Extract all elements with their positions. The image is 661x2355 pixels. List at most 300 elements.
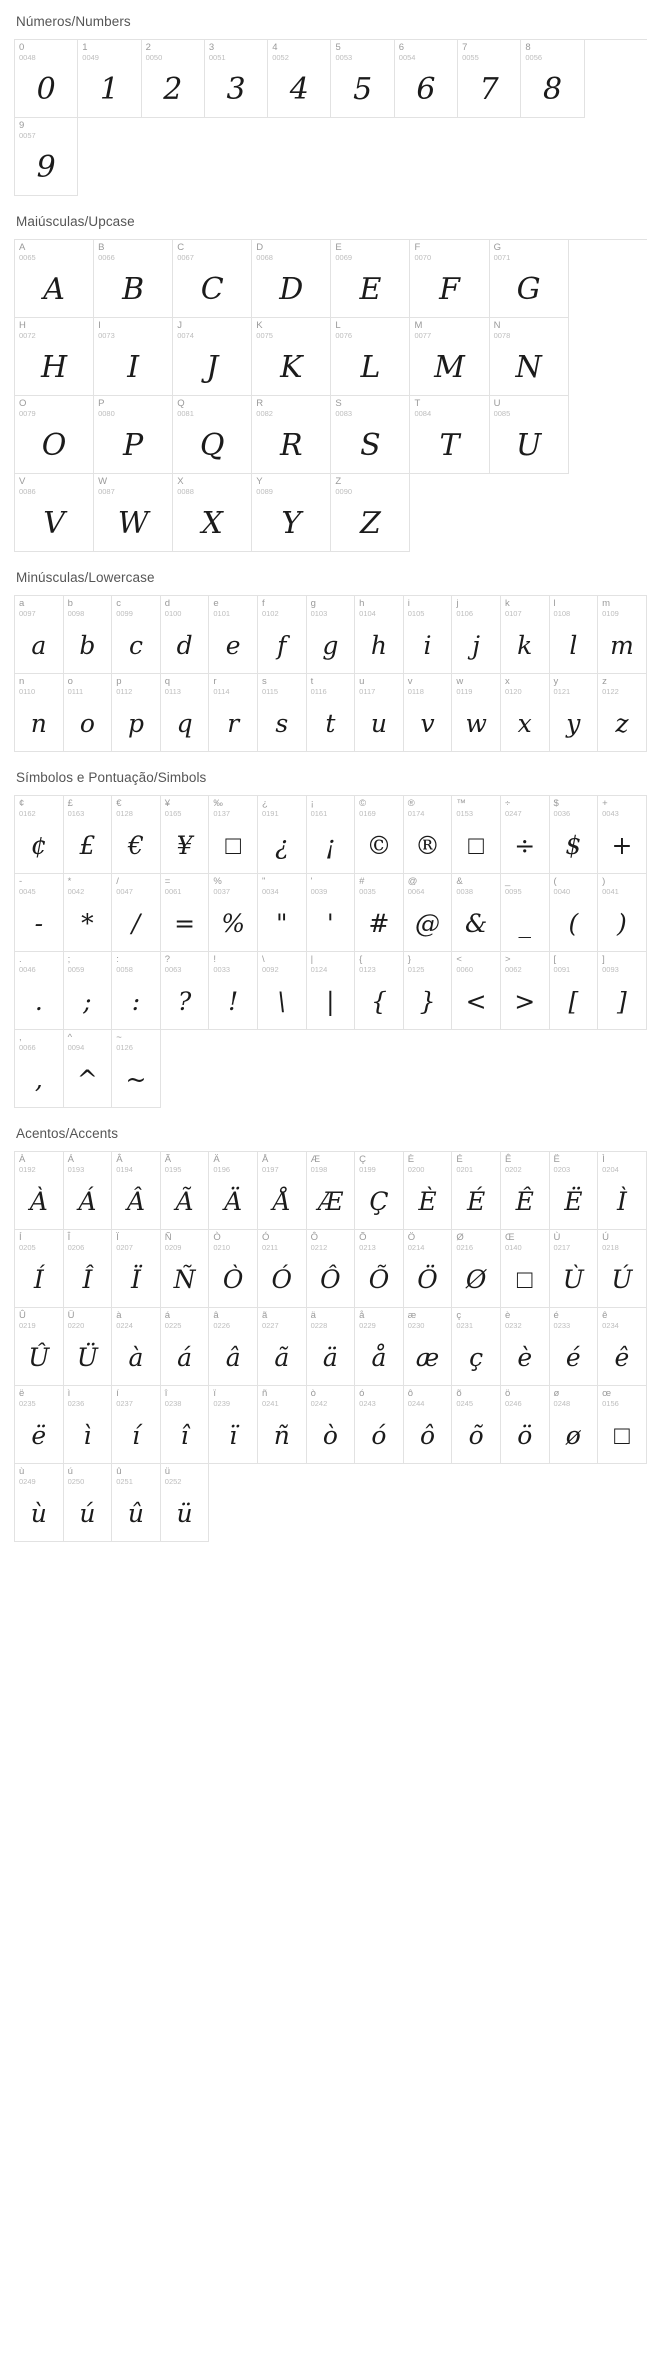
glyph-preview: ô <box>420 1421 436 1450</box>
glyph-cell[interactable] <box>205 40 268 118</box>
glyph-cell[interactable] <box>64 1386 113 1464</box>
glyph-cell[interactable] <box>331 474 410 552</box>
glyph-cell[interactable] <box>550 674 599 752</box>
glyph-cell[interactable] <box>209 674 258 752</box>
glyph-cell[interactable] <box>252 318 331 396</box>
glyph-preview: Ù <box>562 1265 584 1294</box>
glyph-cell[interactable] <box>112 1030 161 1108</box>
glyph-cell[interactable] <box>307 952 356 1030</box>
glyph-cell[interactable] <box>64 796 113 874</box>
glyph-cell[interactable] <box>458 40 521 118</box>
glyph-cell[interactable] <box>355 952 404 1030</box>
glyph-cell[interactable] <box>268 40 331 118</box>
glyph-cell[interactable] <box>331 240 410 318</box>
glyph-code-label: 0059 <box>67 965 85 974</box>
glyph-code-label: 0118 <box>407 687 424 696</box>
glyph-cell[interactable] <box>252 474 331 552</box>
glyph-preview: $ <box>565 831 582 860</box>
glyph-character-label: " <box>261 876 266 887</box>
glyph-cell[interactable] <box>404 796 453 874</box>
glyph-character-label: Œ <box>504 1232 515 1243</box>
glyph-cell[interactable] <box>490 240 569 318</box>
glyph-cell[interactable] <box>142 40 205 118</box>
glyph-cell[interactable] <box>209 596 258 674</box>
glyph-code-label: 0209 <box>164 1243 182 1252</box>
glyph-cell[interactable] <box>64 596 113 674</box>
glyph-cell[interactable] <box>307 596 356 674</box>
glyph-cell[interactable] <box>15 40 78 118</box>
glyph-cell[interactable] <box>112 674 161 752</box>
glyph-code-label: 0211 <box>261 1243 279 1252</box>
glyph-preview: - <box>34 909 44 938</box>
glyph-character-label: õ <box>456 1388 462 1399</box>
glyph-code-label: 0156 <box>602 1399 619 1408</box>
glyph-code-label: 0201 <box>456 1165 474 1174</box>
glyph-code-label: 0050 <box>145 53 163 62</box>
glyph-code-label: 0124 <box>310 965 328 974</box>
glyph-preview: Ô <box>320 1265 341 1294</box>
glyph-character-label: q <box>164 676 171 687</box>
glyph-preview: % <box>221 909 246 938</box>
glyph-character-label: œ <box>602 1388 612 1399</box>
glyph-cell[interactable] <box>331 40 394 118</box>
glyph-cell[interactable] <box>452 874 501 952</box>
glyph-cell[interactable] <box>15 240 94 318</box>
glyph-cell[interactable] <box>404 1308 453 1386</box>
glyph-cell[interactable] <box>15 396 94 474</box>
glyph-cell[interactable] <box>452 1152 501 1230</box>
glyph-cell[interactable] <box>452 596 501 674</box>
glyph-preview: F <box>439 272 460 307</box>
glyph-character-label: ø <box>553 1388 560 1399</box>
glyph-character-label: f <box>261 598 265 609</box>
glyph-cell[interactable] <box>161 952 210 1030</box>
glyph-preview: 4 <box>289 72 309 107</box>
glyph-cell[interactable] <box>161 1230 210 1308</box>
glyph-cell[interactable] <box>404 952 453 1030</box>
glyph-preview: ñ <box>273 1421 290 1450</box>
glyph-cell[interactable] <box>64 1152 113 1230</box>
glyph-cell[interactable] <box>161 1464 210 1542</box>
glyph-cell[interactable] <box>161 1152 210 1230</box>
glyph-preview: ø <box>565 1421 581 1450</box>
glyph-code-label: 0094 <box>67 1043 85 1052</box>
glyph-cell[interactable] <box>15 1030 64 1108</box>
glyph-character-label: { <box>359 954 363 965</box>
glyph-preview: è <box>517 1343 533 1372</box>
glyph-code-label: 0065 <box>19 253 36 262</box>
glyph-code-label: 0067 <box>177 253 194 262</box>
glyph-code-label: 0076 <box>335 331 353 340</box>
glyph-cell[interactable] <box>161 674 210 752</box>
glyph-cell[interactable] <box>112 1308 161 1386</box>
glyph-section <box>14 756 647 1108</box>
glyph-code-label: 0069 <box>335 253 353 262</box>
glyph-cell[interactable] <box>501 1152 550 1230</box>
glyph-character-label: < <box>456 954 462 965</box>
glyph-section <box>14 556 647 752</box>
glyph-character-label: ù <box>19 1466 25 1477</box>
glyph-character-label: ] <box>602 954 605 965</box>
glyph-cell[interactable] <box>355 1308 404 1386</box>
glyph-cell[interactable] <box>501 796 550 874</box>
glyph-cell[interactable] <box>404 674 453 752</box>
glyph-cell[interactable] <box>410 396 489 474</box>
glyph-cell[interactable] <box>501 874 550 952</box>
glyph-cell[interactable] <box>307 1230 356 1308</box>
glyph-character-label: ? <box>164 954 171 965</box>
glyph-cell[interactable] <box>307 796 356 874</box>
glyph-preview: h <box>370 631 387 660</box>
glyph-cell[interactable] <box>258 1308 307 1386</box>
glyph-cell[interactable] <box>404 1386 453 1464</box>
glyph-cell[interactable] <box>355 796 404 874</box>
glyph-cell[interactable] <box>209 1230 258 1308</box>
glyph-cell[interactable] <box>112 874 161 952</box>
glyph-cell[interactable] <box>258 796 307 874</box>
glyph-code-label: 0081 <box>177 409 194 418</box>
glyph-cell[interactable] <box>307 1152 356 1230</box>
glyph-cell[interactable] <box>15 1308 64 1386</box>
glyph-cell[interactable] <box>258 874 307 952</box>
glyph-preview: | <box>326 987 335 1016</box>
glyph-cell[interactable] <box>307 674 356 752</box>
glyph-code-label: 0035 <box>359 887 376 896</box>
glyph-cell[interactable] <box>94 474 173 552</box>
section-title: Minúsculas/Lowercase <box>16 570 155 585</box>
glyph-code-label: 0174 <box>407 809 425 818</box>
glyph-cell[interactable] <box>452 674 501 752</box>
glyph-cell[interactable] <box>501 1308 550 1386</box>
glyph-code-label: 0161 <box>310 809 328 818</box>
glyph-cell[interactable] <box>452 1230 501 1308</box>
glyph-preview: □ <box>614 1421 630 1451</box>
glyph-character-label: B <box>98 242 105 253</box>
glyph-cell[interactable] <box>258 952 307 1030</box>
glyph-preview: 9 <box>36 150 56 185</box>
glyph-cell[interactable] <box>550 1308 599 1386</box>
glyph-code-label: 0249 <box>19 1477 36 1486</box>
glyph-cell[interactable] <box>209 1152 258 1230</box>
glyph-cell[interactable] <box>112 952 161 1030</box>
glyph-preview: t <box>325 709 336 738</box>
glyph-character-label: # <box>359 876 365 887</box>
glyph-cell[interactable] <box>598 796 647 874</box>
glyph-code-label: 0140 <box>504 1243 522 1252</box>
glyph-cell[interactable] <box>209 1308 258 1386</box>
glyph-character-label: Ç <box>359 1154 367 1165</box>
glyph-cell[interactable] <box>452 1386 501 1464</box>
glyph-cell[interactable] <box>64 1030 113 1108</box>
glyph-cell[interactable] <box>15 674 64 752</box>
glyph-cell[interactable] <box>355 874 404 952</box>
glyph-cell[interactable] <box>490 396 569 474</box>
glyph-preview: ü <box>176 1499 193 1528</box>
glyph-cell[interactable] <box>161 1308 210 1386</box>
glyph-cell[interactable] <box>404 874 453 952</box>
glyph-code-label: 0037 <box>213 887 231 896</box>
glyph-cell[interactable] <box>501 596 550 674</box>
glyph-cell[interactable] <box>307 1308 356 1386</box>
glyph-cell[interactable] <box>598 874 647 952</box>
glyph-character-label: X <box>177 476 184 487</box>
section-title: Acentos/Accents <box>16 1126 119 1141</box>
glyph-cell[interactable] <box>355 596 404 674</box>
glyph-code-label: 0073 <box>98 331 115 340</box>
glyph-code-label: 0225 <box>164 1321 182 1330</box>
glyph-code-label: 0093 <box>602 965 619 974</box>
glyph-cell[interactable] <box>161 596 210 674</box>
glyph-character-label: M <box>414 320 423 331</box>
glyph-cell[interactable] <box>598 952 647 1030</box>
glyph-preview: ò <box>322 1421 338 1450</box>
glyph-preview: = <box>174 909 196 938</box>
glyph-cell[interactable] <box>15 1230 64 1308</box>
glyph-character-label: Ñ <box>164 1232 172 1243</box>
glyph-cell[interactable] <box>112 1230 161 1308</box>
glyph-preview: Q <box>199 428 225 463</box>
glyph-cell[interactable] <box>598 1152 647 1230</box>
glyph-cell[interactable] <box>64 674 113 752</box>
glyph-cell[interactable] <box>550 952 599 1030</box>
glyph-character-label: Ò <box>213 1232 221 1243</box>
glyph-character-label: á <box>164 1310 171 1321</box>
glyph-character-label: £ <box>67 798 73 809</box>
glyph-character-label: _ <box>504 876 511 887</box>
glyph-cell[interactable] <box>209 796 258 874</box>
glyph-character-label: Û <box>19 1310 26 1321</box>
glyph-code-label: 0045 <box>19 887 36 896</box>
glyph-cell[interactable] <box>550 1152 599 1230</box>
glyph-character-label: T <box>414 398 421 409</box>
glyph-cell[interactable] <box>452 952 501 1030</box>
glyph-code-label: 0033 <box>213 965 231 974</box>
glyph-cell[interactable] <box>64 1230 113 1308</box>
glyph-character-label: ) <box>602 876 606 887</box>
glyph-preview: Å <box>272 1187 291 1216</box>
glyph-cell[interactable] <box>112 1386 161 1464</box>
glyph-code-label: 0104 <box>359 609 376 618</box>
glyph-preview: õ <box>468 1421 484 1450</box>
glyph-code-label: 0126 <box>116 1043 133 1052</box>
glyph-code-label: 0212 <box>310 1243 328 1252</box>
glyph-preview: ! <box>228 987 239 1016</box>
glyph-cell[interactable] <box>15 596 64 674</box>
glyph-cell[interactable] <box>501 1230 550 1308</box>
glyph-cell[interactable] <box>598 1308 647 1386</box>
glyph-cell[interactable] <box>209 874 258 952</box>
glyph-cell[interactable] <box>501 952 550 1030</box>
glyph-character-label: Ê <box>504 1154 512 1165</box>
glyph-cell[interactable] <box>173 240 252 318</box>
glyph-cell[interactable] <box>94 240 173 318</box>
glyph-code-label: 0119 <box>456 687 473 696</box>
glyph-cell[interactable] <box>15 1152 64 1230</box>
glyph-preview: ì <box>83 1421 92 1450</box>
glyph-cell[interactable] <box>112 1152 161 1230</box>
glyph-code-label: 0052 <box>272 53 289 62</box>
glyph-cell[interactable] <box>64 874 113 952</box>
glyph-cell[interactable] <box>112 596 161 674</box>
glyph-cell[interactable] <box>501 1386 550 1464</box>
glyph-cell[interactable] <box>355 1152 404 1230</box>
glyph-code-label: 0036 <box>553 809 571 818</box>
glyph-preview: < <box>465 987 487 1016</box>
glyph-cell[interactable] <box>161 796 210 874</box>
glyph-cell[interactable] <box>452 1308 501 1386</box>
glyph-cell[interactable] <box>15 952 64 1030</box>
glyph-cell[interactable] <box>173 396 252 474</box>
glyph-preview: Á <box>78 1187 97 1216</box>
glyph-code-label: 0246 <box>504 1399 522 1408</box>
glyph-character-label: u <box>359 676 365 687</box>
glyph-code-label: 0054 <box>398 53 416 62</box>
glyph-cell[interactable] <box>64 952 113 1030</box>
glyph-cell[interactable] <box>94 318 173 396</box>
glyph-code-label: 0043 <box>602 809 619 818</box>
glyph-character-label: * <box>67 876 72 887</box>
glyph-cell[interactable] <box>521 40 584 118</box>
glyph-cell[interactable] <box>452 796 501 874</box>
glyph-cell[interactable] <box>64 1308 113 1386</box>
glyph-character-label: ô <box>407 1388 414 1399</box>
glyph-cell[interactable] <box>173 318 252 396</box>
glyph-cell[interactable] <box>550 596 599 674</box>
glyph-cell[interactable] <box>15 796 64 874</box>
glyph-cell[interactable] <box>258 596 307 674</box>
glyph-cell[interactable] <box>15 318 94 396</box>
glyph-character-label: r <box>213 676 217 687</box>
glyph-preview: Ò <box>222 1265 244 1294</box>
glyph-character-label: Ã <box>164 1154 172 1165</box>
glyph-code-label: 0216 <box>456 1243 474 1252</box>
glyph-preview: L <box>360 350 381 385</box>
glyph-preview: ¢ <box>30 831 47 860</box>
glyph-preview: n <box>30 709 47 738</box>
glyph-code-label: 0042 <box>67 887 85 896</box>
glyph-cell[interactable] <box>112 796 161 874</box>
glyph-cell[interactable] <box>410 318 489 396</box>
glyph-preview: e <box>225 631 241 660</box>
glyph-code-label: 0115 <box>261 687 279 696</box>
glyph-cell[interactable] <box>307 874 356 952</box>
glyph-cell[interactable] <box>404 1230 453 1308</box>
glyph-cell[interactable] <box>161 1386 210 1464</box>
glyph-code-label: 0197 <box>261 1165 279 1174</box>
glyph-preview: : <box>131 987 141 1016</box>
glyph-preview: á <box>177 1343 193 1372</box>
glyph-code-label: 0204 <box>602 1165 619 1174</box>
glyph-cell[interactable] <box>15 874 64 952</box>
glyph-cell[interactable] <box>355 1230 404 1308</box>
glyph-grid <box>14 39 647 196</box>
glyph-preview: T <box>439 428 460 463</box>
glyph-cell[interactable] <box>15 118 78 196</box>
glyph-preview: ÷ <box>514 831 536 860</box>
glyph-cell[interactable] <box>355 674 404 752</box>
glyph-cell[interactable] <box>64 1464 113 1542</box>
glyph-preview: W <box>117 506 149 541</box>
glyph-cell[interactable] <box>15 1386 64 1464</box>
glyph-code-label: 0112 <box>116 687 133 696</box>
glyph-character-label: : <box>116 954 119 965</box>
glyph-cell[interactable] <box>252 396 331 474</box>
glyph-code-label: 0224 <box>116 1321 133 1330</box>
glyph-preview: @ <box>415 909 441 938</box>
glyph-cell[interactable] <box>173 474 252 552</box>
glyph-cell[interactable] <box>94 396 173 474</box>
glyph-character-label: Z <box>335 476 342 487</box>
glyph-code-label: 0207 <box>116 1243 133 1252</box>
glyph-preview: Ë <box>564 1187 583 1216</box>
glyph-cell[interactable] <box>307 1386 356 1464</box>
glyph-character-label: $ <box>553 798 559 809</box>
glyph-code-label: 0039 <box>310 887 328 896</box>
glyph-character-label: p <box>116 676 122 687</box>
glyph-cell[interactable] <box>395 40 458 118</box>
glyph-preview: U <box>515 428 542 463</box>
glyph-cell[interactable] <box>112 1464 161 1542</box>
glyph-cell[interactable] <box>209 952 258 1030</box>
glyph-cell[interactable] <box>550 1230 599 1308</box>
glyph-cell[interactable] <box>404 1152 453 1230</box>
glyph-cell[interactable] <box>404 596 453 674</box>
glyph-cell[interactable] <box>598 1386 647 1464</box>
glyph-cell[interactable] <box>252 240 331 318</box>
glyph-cell[interactable] <box>258 1386 307 1464</box>
glyph-code-label: 0230 <box>407 1321 425 1330</box>
glyph-cell[interactable] <box>490 318 569 396</box>
glyph-character-label: j <box>456 598 459 609</box>
glyph-character-label: ç <box>456 1310 462 1321</box>
glyph-preview: ) <box>617 909 627 938</box>
glyph-cell[interactable] <box>331 318 410 396</box>
glyph-code-label: 0233 <box>553 1321 571 1330</box>
glyph-code-label: 0243 <box>359 1399 376 1408</box>
glyph-code-label: 0080 <box>98 409 115 418</box>
glyph-preview: E <box>359 272 382 307</box>
glyph-code-label: 0192 <box>19 1165 36 1174</box>
glyph-cell[interactable] <box>598 1230 647 1308</box>
glyph-cell[interactable] <box>161 874 210 952</box>
glyph-cell[interactable] <box>15 1464 64 1542</box>
glyph-code-label: 0040 <box>553 887 571 896</box>
glyph-cell[interactable] <box>410 240 489 318</box>
glyph-cell[interactable] <box>209 1386 258 1464</box>
glyph-character-label: ö <box>504 1388 511 1399</box>
glyph-cell[interactable] <box>550 1386 599 1464</box>
glyph-cell[interactable] <box>15 474 94 552</box>
glyph-character-label: v <box>407 676 413 687</box>
glyph-preview: Û <box>28 1343 50 1372</box>
glyph-cell[interactable] <box>78 40 141 118</box>
glyph-cell[interactable] <box>598 674 647 752</box>
glyph-cell[interactable] <box>550 874 599 952</box>
glyph-cell[interactable] <box>258 1230 307 1308</box>
glyph-code-label: 0099 <box>116 609 133 618</box>
glyph-character-label: d <box>164 598 171 609</box>
glyph-cell[interactable] <box>550 796 599 874</box>
glyph-cell[interactable] <box>598 596 647 674</box>
glyph-cell[interactable] <box>331 396 410 474</box>
glyph-cell[interactable] <box>355 1386 404 1464</box>
glyph-cell[interactable] <box>258 674 307 752</box>
glyph-cell[interactable] <box>501 674 550 752</box>
glyph-character-label: ~ <box>116 1032 122 1043</box>
glyph-cell[interactable] <box>258 1152 307 1230</box>
glyph-code-label: 0248 <box>553 1399 571 1408</box>
glyph-code-label: 0165 <box>164 809 182 818</box>
